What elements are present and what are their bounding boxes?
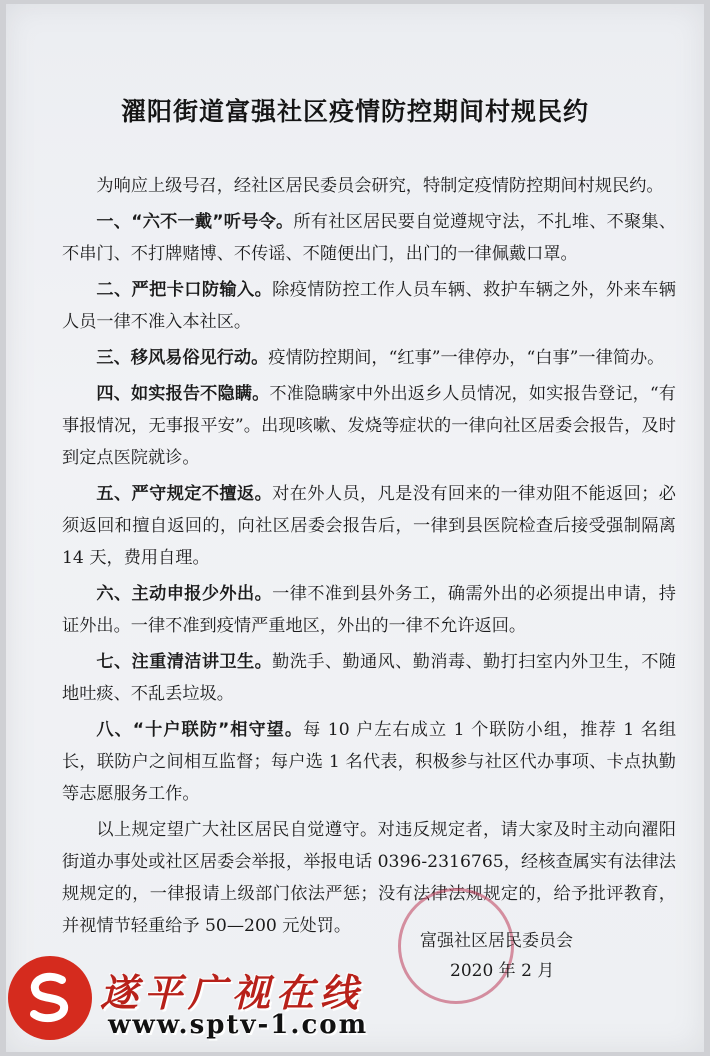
rule-heading: 二、严把卡口防输入。 bbox=[96, 280, 273, 300]
rule-heading: 五、严守规定不擅返。 bbox=[96, 484, 273, 504]
rule-text: 除疫情防控工作人员车辆、救护车辆之外，外来车辆人员一律不准入本社区。 bbox=[62, 280, 676, 332]
rule-heading: 一、“六不一戴”听号令。 bbox=[96, 212, 294, 232]
document-body bbox=[62, 170, 676, 946]
rule-text: 勤洗手、勤通风、勤消毒、勤打扫室内外卫生，不随地吐痰、不乱丢垃圾。 bbox=[62, 652, 676, 704]
rule-8 bbox=[62, 714, 676, 810]
rule-5 bbox=[62, 478, 676, 574]
rule-1 bbox=[62, 206, 676, 270]
watermark-brand: 遂平广视在线 bbox=[100, 970, 365, 1015]
intro-paragraph: 为响应上级号召，经社区居民委员会研究，特制定疫情防控期间村规民约。 bbox=[96, 176, 664, 196]
rule-text: 每 10 户左右成立 1 个联防小组，推荐 1 名组长，联防户之间相互监督；每户选 1 名代表，积极参与社区代办事项、卡点执勤等志愿服务工作。 bbox=[62, 720, 677, 804]
rule-7 bbox=[62, 646, 676, 710]
closing-paragraph: 以上规定望广大社区居民自觉遵守。对违反规定者，请大家及时主动向濯阳街道办事处或社区居委会举报，举报电话 0396-2316765，经核查属实有法律法规规定的，一律报请上级部门依法严惩；没有法律法规规定的，给予批评教育，并视情节轻重给予 50—200 元处罚。 bbox=[62, 820, 676, 936]
rule-text: 一律不准到县外务工，确需外出的必须提出申请，持证外出。一律不准到疫情严重地区，外出的一律不允许返回。 bbox=[62, 584, 676, 636]
rule-4 bbox=[62, 378, 676, 474]
rule-text: 所有社区居民要自觉遵规守法，不扎堆、不聚集、不串门、不打牌赌博、不传谣、不随便出门，出门的一律佩戴口罩。 bbox=[62, 212, 676, 264]
rule-heading: 四、如实报告不隐瞒。 bbox=[96, 384, 270, 404]
rule-heading: 八、“十户联防”相守望。 bbox=[96, 720, 304, 740]
rule-text: 疫情防控期间，“红事”一律停办，“白事”一律简办。 bbox=[268, 348, 665, 368]
document-title: 濯阳街道富强社区疫情防控期间村规民约 bbox=[120, 97, 589, 126]
rule-heading: 七、注重清洁讲卫生。 bbox=[96, 652, 273, 672]
rule-heading: 六、主动申报少外出。 bbox=[96, 584, 273, 604]
rule-text: 对在外人员，凡是没有回来的一律劝阻不能返回；必须返回和擅自返回的，向社区居委会报告后，一律到县医院检查后接受强制隔离 14 天，费用自理。 bbox=[62, 484, 676, 568]
signature-date: 2020 年 2 月 bbox=[450, 961, 555, 981]
rule-text: 不准隐瞒家中外出返乡人员情况，如实报告登记，“有事报情况，无事报平安”。出现咳嗽、发烧等症状的一律向社区居委会报告，及时到定点医院就诊。 bbox=[62, 384, 676, 468]
watermark-url: www.sptv-1.com bbox=[108, 1010, 369, 1040]
show-through-text bbox=[30, 58, 680, 86]
rule-3 bbox=[62, 342, 676, 374]
signature-org: 富强社区居民委员会 bbox=[420, 931, 573, 951]
rule-heading: 三、移风易俗见行动。 bbox=[96, 348, 269, 368]
rule-2 bbox=[62, 274, 676, 338]
rule-6 bbox=[62, 578, 676, 642]
sptv-logo-icon bbox=[8, 956, 92, 1040]
signature-block bbox=[420, 926, 640, 986]
